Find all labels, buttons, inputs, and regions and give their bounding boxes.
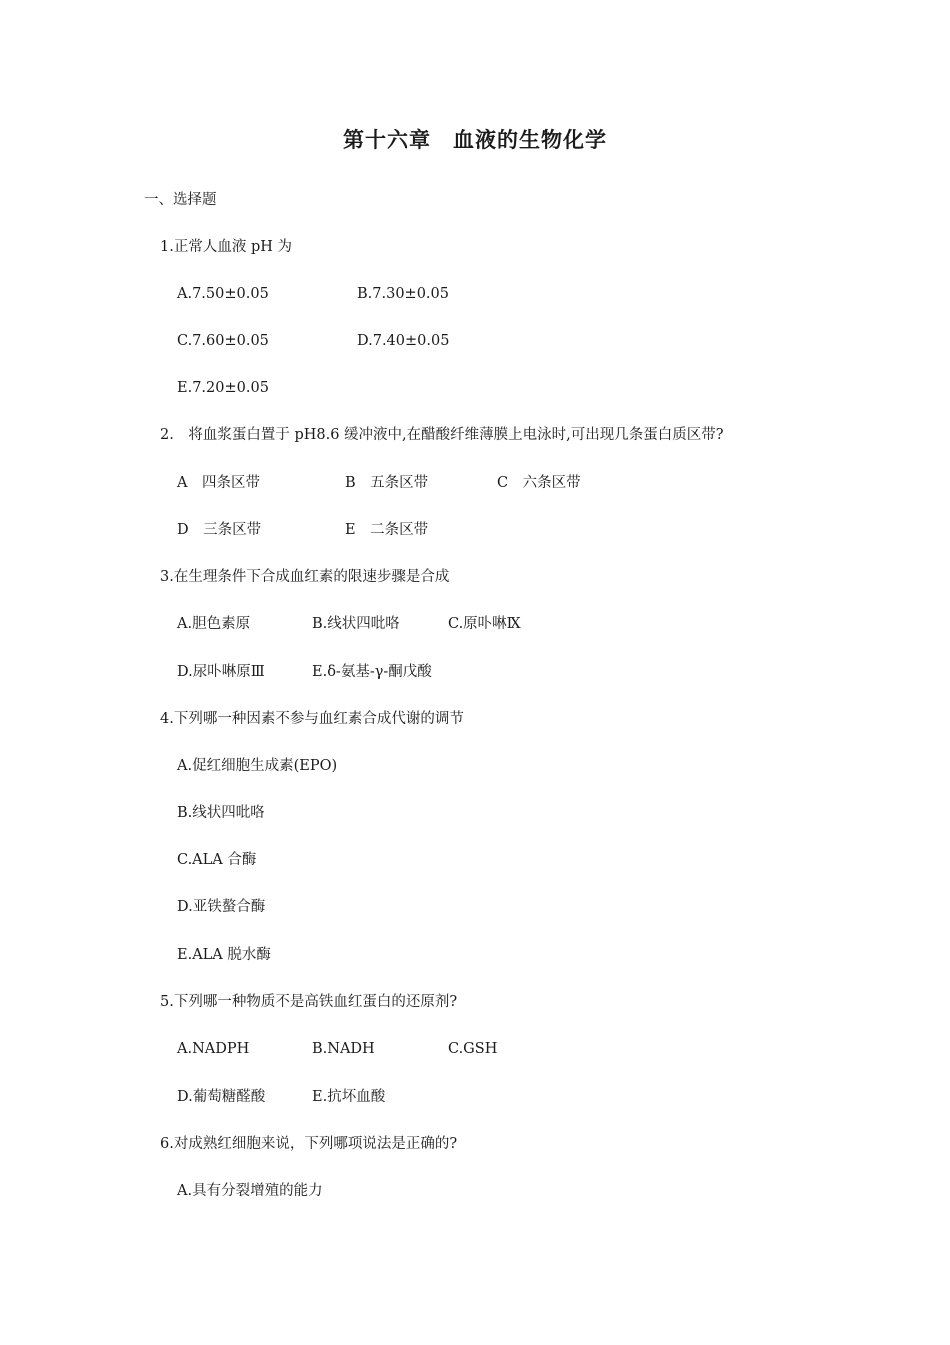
option: A 四条区带 [177,475,260,491]
option: E.δ-氨基-γ-酮戊酸 [312,664,432,680]
option: A.促红细胞生成素(EPO) [177,758,338,774]
option: B.NADH [312,1041,375,1057]
option: E.7.20±0.05 [177,380,269,396]
question-stem: 3.在生理条件下合成血红素的限速步骤是合成 [160,569,450,585]
option: D.尿卟啉原Ⅲ [177,664,265,680]
option: D.7.40±0.05 [357,333,450,349]
option: B 五条区带 [345,475,429,491]
question-stem: 1.正常人血液 pH 为 [160,239,292,255]
question-stem: 4.下列哪一种因素不参与血红素合成代谢的调节 [160,711,464,727]
option: D.葡萄糖醛酸 [177,1089,266,1105]
question-stem: 2. 将血浆蛋白置于 pH8.6 缓冲液中,在醋酸纤维薄膜上电泳时,可出现几条蛋白质区带? [160,427,724,443]
option: D.亚铁螯合酶 [177,899,266,915]
chapter-title: 第十六章 血液的生物化学 [343,128,607,152]
option: C.GSH [448,1041,498,1057]
option: E.ALA 脱水酶 [177,947,271,963]
option: C 六条区带 [497,475,581,491]
option: E.抗坏血酸 [312,1089,386,1105]
option: C.7.60±0.05 [177,333,269,349]
option: A.7.50±0.05 [177,286,269,302]
option: D 三条区带 [177,522,262,538]
option: A.NADPH [177,1041,250,1057]
option: A.具有分裂增殖的能力 [177,1183,323,1199]
section-heading: 一、选择题 [144,192,217,208]
option: C.ALA 合酶 [177,852,257,868]
option: B.线状四吡咯 [312,616,400,632]
option: E 二条区带 [345,522,429,538]
option: B.7.30±0.05 [357,286,449,302]
question-stem: 6.对成熟红细胞来说，下列哪项说法是正确的? [160,1136,458,1152]
option: B.线状四吡咯 [177,805,265,821]
question-stem: 5.下列哪一种物质不是高铁血红蛋白的还原剂? [160,994,458,1010]
option: A.胆色素原 [177,616,251,632]
option: C.原卟啉Ⅸ [448,616,521,632]
